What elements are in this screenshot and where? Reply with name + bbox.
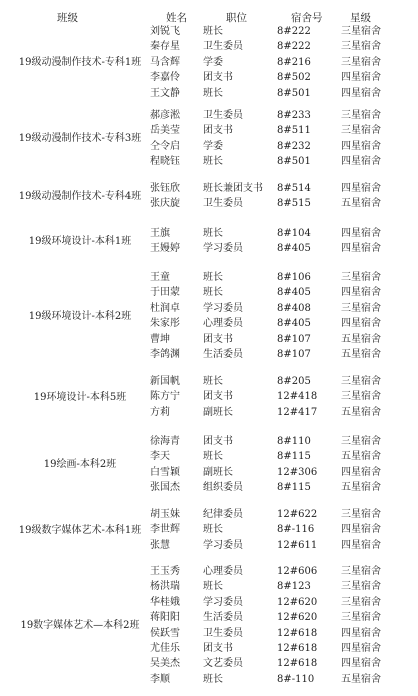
dorm-star: 五星宿舍 [341, 482, 381, 494]
class-name: 19环境设计-本科5班 [33, 391, 127, 403]
student-role: 学委 [203, 140, 223, 152]
room-number: 8#405 [277, 318, 311, 330]
dorm-star: 三星宿舍 [341, 376, 381, 387]
dorm-star: 四星宿舍 [341, 658, 381, 670]
dorm-star: 三星宿舍 [341, 41, 381, 53]
student-name: 王玉秀 [150, 566, 180, 577]
class-group [0, 226, 418, 257]
dorm-star: 四星宿舍 [341, 156, 381, 168]
header-star: 星级 [350, 12, 371, 24]
dorm-star: 三星宿舍 [341, 581, 381, 593]
student-name: 李世辉 [150, 524, 180, 536]
room-number: 8#514 [277, 183, 311, 194]
room-number: 8#110 [277, 436, 311, 447]
room-number: 8#104 [277, 228, 311, 239]
student-role: 卫生委员 [203, 198, 243, 210]
dorm-star: 四星宿舍 [341, 72, 381, 84]
table-row [0, 374, 418, 389]
class-name: 19数字媒体艺术—本科2班 [20, 620, 140, 632]
student-name: 李天 [150, 451, 170, 463]
table-row [0, 672, 418, 687]
student-role: 班长 [203, 228, 223, 239]
dorm-star: 三星宿舍 [341, 26, 381, 37]
class-name: 19级动漫制作技术-专科4班 [18, 190, 142, 202]
dorm-star: 三星宿舍 [341, 596, 381, 608]
student-role: 学习委员 [203, 302, 243, 314]
room-number: 8#-116 [277, 524, 315, 536]
student-role: 班长 [203, 87, 223, 99]
room-number: 8#123 [277, 581, 311, 593]
header-class: 班级 [57, 12, 78, 24]
dorm-star: 三星宿舍 [341, 566, 381, 577]
header-room: 宿舍号 [291, 12, 323, 24]
student-role: 团支书 [203, 643, 233, 654]
table-row [0, 579, 418, 594]
class-name: 19级动漫制作技术-专科3班 [18, 133, 142, 145]
table-row [0, 626, 418, 641]
class-name: 19级环境设计-本科2班 [28, 310, 132, 322]
student-role: 学习委员 [203, 243, 243, 255]
student-role: 班长 [203, 287, 223, 299]
dorm-star: 四星宿舍 [341, 466, 381, 478]
room-number: 8#232 [277, 140, 311, 152]
class-group [0, 24, 418, 101]
student-name: 王文静 [150, 87, 180, 99]
student-name: 张慧 [150, 539, 170, 551]
student-name: 王嫚婷 [150, 243, 180, 255]
dorm-star: 三星宿舍 [341, 110, 381, 121]
room-number: 8#501 [277, 156, 311, 168]
dorm-star: 四星宿舍 [341, 539, 381, 551]
class-group [0, 270, 418, 362]
table-row [0, 70, 418, 85]
student-name: 蒋阳阳 [150, 612, 180, 624]
table-row [0, 347, 418, 362]
dorm-star: 四星宿舍 [341, 318, 381, 330]
dorm-star: 四星宿舍 [341, 228, 381, 239]
room-number: 8#405 [277, 287, 311, 299]
table-row [0, 301, 418, 316]
student-role: 生活委员 [203, 349, 243, 360]
room-number: 12#606 [277, 566, 318, 577]
dorm-star: 五星宿舍 [341, 673, 381, 685]
room-number: 8#511 [277, 125, 311, 137]
student-role: 班长 [203, 673, 223, 685]
student-role: 班长 [203, 581, 223, 593]
room-number: 8#115 [277, 482, 311, 494]
dorm-star: 三星宿舍 [341, 125, 381, 137]
student-name: 杨洪瑞 [150, 581, 180, 593]
header-role: 职位 [226, 12, 247, 24]
student-name: 张庆旋 [150, 198, 180, 210]
table-row [0, 405, 418, 420]
room-number: 12#620 [277, 596, 318, 608]
room-number: 8#405 [277, 243, 311, 255]
table-header [0, 11, 418, 25]
student-name: 秦存星 [150, 41, 180, 53]
student-role: 生活委员 [203, 612, 243, 624]
dorm-star: 四星宿舍 [341, 287, 381, 299]
student-name: 徐海青 [150, 436, 180, 447]
dorm-star: 三星宿舍 [341, 302, 381, 314]
room-number: 8#106 [277, 272, 311, 283]
class-name: 19绘画-本科2班 [43, 459, 117, 471]
table-row [0, 285, 418, 300]
dorm-star: 三星宿舍 [341, 509, 381, 520]
student-role: 团支书 [203, 333, 233, 345]
student-role: 团支书 [203, 125, 233, 137]
student-role: 班长 [203, 26, 223, 37]
student-role: 班长兼团支书 [203, 183, 263, 194]
room-number: 12#618 [277, 643, 318, 654]
header-name: 姓名 [166, 12, 187, 24]
table-row [0, 86, 418, 101]
table-row [0, 507, 418, 522]
dorm-star: 五星宿舍 [341, 349, 381, 360]
table-row [0, 610, 418, 625]
dorm-star: 四星宿舍 [341, 524, 381, 536]
dorm-star: 三星宿舍 [341, 56, 381, 68]
room-number: 12#622 [277, 509, 318, 520]
student-name: 陈方宁 [150, 391, 180, 403]
dorm-star: 三星宿舍 [341, 272, 381, 283]
student-role: 卫生委员 [203, 41, 243, 53]
table-row [0, 595, 418, 610]
table-row [0, 55, 418, 70]
student-name: 方莉 [150, 406, 170, 418]
table-row [0, 449, 418, 464]
table-row [0, 139, 418, 154]
student-name: 侯跃雪 [150, 627, 180, 639]
dorm-star: 四星宿舍 [341, 643, 381, 654]
room-number: 12#620 [277, 612, 318, 624]
room-number: 8#408 [277, 302, 311, 314]
student-role: 心理委员 [203, 318, 243, 330]
table-row [0, 123, 418, 138]
dorm-star: 四星宿舍 [341, 140, 381, 152]
student-role: 卫生委员 [203, 110, 243, 121]
student-role: 学委 [203, 56, 223, 68]
dorm-star: 四星宿舍 [341, 243, 381, 255]
student-name: 吴美杰 [150, 658, 180, 670]
class-group [0, 434, 418, 496]
class-name: 19级环境设计-本科1班 [28, 235, 132, 247]
class-group [0, 374, 418, 420]
table-row [0, 154, 418, 169]
dorm-star: 三星宿舍 [341, 612, 381, 624]
student-name: 王旗 [150, 228, 170, 239]
class-group [0, 181, 418, 212]
student-name: 杜润卓 [150, 302, 180, 314]
student-name: 程晓钰 [150, 156, 180, 168]
room-number: 8#107 [277, 333, 311, 345]
room-number: 8#502 [277, 72, 311, 84]
room-number: 8#216 [277, 56, 311, 68]
student-name: 李鸽渊 [150, 349, 180, 360]
table-row [0, 108, 418, 123]
table-row [0, 538, 418, 553]
table-row [0, 641, 418, 656]
dorm-star: 三星宿舍 [341, 391, 381, 403]
student-role: 团支书 [203, 391, 233, 403]
table-row [0, 226, 418, 241]
student-role: 团支书 [203, 72, 233, 84]
room-number: 12#418 [277, 391, 318, 403]
room-number: 12#618 [277, 658, 318, 670]
room-number: 12#618 [277, 627, 318, 639]
student-name: 华桂娥 [150, 596, 180, 608]
student-role: 纪律委员 [203, 509, 243, 520]
dorm-star: 三星宿舍 [341, 436, 381, 447]
table-row [0, 181, 418, 196]
student-name: 张钰欣 [150, 183, 180, 194]
class-group [0, 507, 418, 553]
room-number: 8#205 [277, 376, 311, 387]
table-row [0, 389, 418, 404]
table-row [0, 465, 418, 480]
room-number: 12#611 [277, 539, 318, 551]
student-name: 王童 [150, 272, 170, 283]
student-name: 岳美莹 [150, 125, 180, 137]
room-number: 8#-110 [277, 673, 315, 685]
table-row [0, 270, 418, 285]
student-name: 于田蒙 [150, 287, 180, 299]
student-name: 曹坤 [150, 333, 170, 345]
room-number: 8#115 [277, 451, 311, 463]
student-role: 班长 [203, 272, 223, 283]
table-row [0, 24, 418, 39]
dorm-star: 五星宿舍 [341, 198, 381, 210]
table-row [0, 196, 418, 211]
student-role: 组织委员 [203, 482, 243, 494]
student-name: 朱家彤 [150, 318, 180, 330]
room-number: 12#306 [277, 466, 318, 478]
table-row [0, 332, 418, 347]
room-number: 8#107 [277, 349, 311, 360]
student-role: 心理委员 [203, 566, 243, 577]
class-name: 19级动漫制作技术-专科1班 [18, 57, 142, 68]
student-role: 团支书 [203, 436, 233, 447]
student-role: 学习委员 [203, 539, 243, 551]
room-number: 8#515 [277, 198, 311, 210]
room-number: 8#501 [277, 87, 311, 99]
student-name: 新国帆 [150, 376, 180, 387]
room-number: 12#417 [277, 406, 318, 418]
student-role: 学习委员 [203, 596, 243, 608]
student-name: 刘锐飞 [150, 26, 180, 37]
dorm-star: 四星宿舍 [341, 183, 381, 194]
dorm-star: 四星宿舍 [341, 87, 381, 99]
student-name: 郝彦淞 [150, 110, 180, 121]
student-role: 班长 [203, 451, 223, 463]
class-group [0, 108, 418, 170]
student-role: 班长 [203, 524, 223, 536]
student-role: 副班长 [203, 466, 233, 478]
student-name: 张国杰 [150, 482, 180, 494]
table-row [0, 241, 418, 256]
table-row [0, 39, 418, 54]
class-name: 19级数字媒体艺术-本科1班 [18, 524, 142, 536]
student-role: 文艺委员 [203, 658, 243, 670]
room-number: 8#222 [277, 26, 311, 37]
student-name: 胡玉妹 [150, 509, 180, 520]
dorm-star: 五星宿舍 [341, 451, 381, 463]
student-name: 尤佳乐 [150, 643, 180, 654]
student-name: 李顺 [150, 673, 170, 685]
table-row [0, 522, 418, 537]
room-number: 8#222 [277, 41, 311, 53]
class-group [0, 564, 418, 687]
dorm-star: 五星宿舍 [341, 406, 381, 418]
student-name: 仝令启 [150, 140, 180, 152]
student-role: 班长 [203, 376, 223, 387]
student-name: 李嘉伶 [150, 72, 180, 84]
table-row [0, 480, 418, 495]
dorm-star: 五星宿舍 [341, 333, 381, 345]
room-number: 8#233 [277, 110, 311, 121]
student-name: 白雪颖 [150, 466, 180, 478]
table-row [0, 656, 418, 671]
student-role: 副班长 [203, 406, 233, 418]
student-name: 马含辉 [150, 56, 180, 68]
table-row [0, 316, 418, 331]
student-role: 班长 [203, 156, 223, 168]
table-row [0, 564, 418, 579]
student-role: 卫生委员 [203, 627, 243, 639]
dorm-star: 四星宿舍 [341, 627, 381, 639]
table-row [0, 434, 418, 449]
